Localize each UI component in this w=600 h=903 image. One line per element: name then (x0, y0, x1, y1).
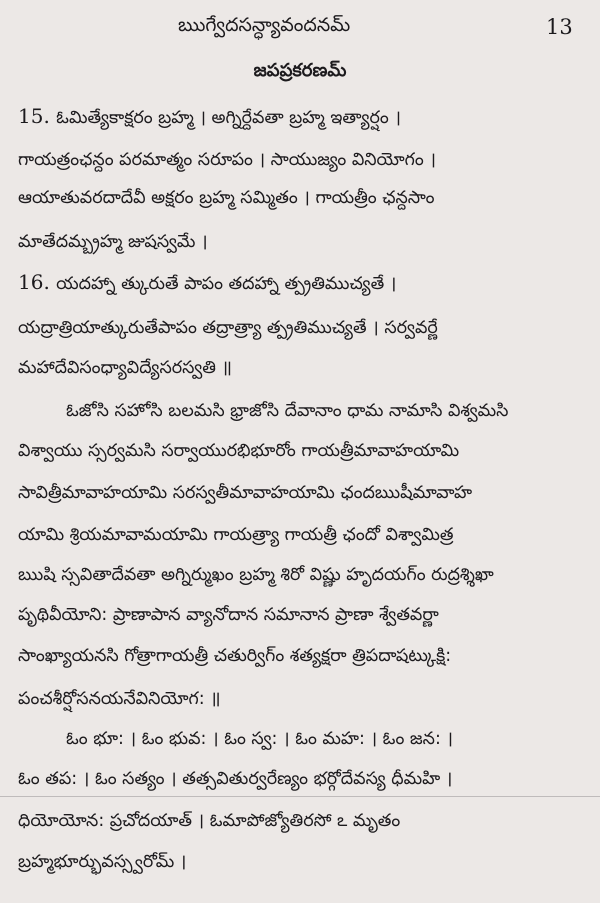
line-text: పృథివీయోని: ప్రాణాపాన వ్యానోదాన సమానాన ప్రాణా శ్వేతవర్ణా (18, 605, 439, 625)
line-text: పంచశీర్షోసనయనేవినియోగ: ॥ (18, 689, 221, 709)
verse-number: 15. (18, 104, 57, 128)
text-line (18, 186, 435, 210)
line-text: విశ్వాయు స్సర్వమసి సర్వాయురభిభూరోం గాయత్రీమావాహయామి (18, 441, 460, 461)
text-line (18, 809, 400, 833)
faint-divider (0, 796, 600, 797)
verse-number: 16. (18, 270, 57, 294)
line-text: ఆయాతువరదాదేవీ అక్షరం బ్రహ్మ సమ్మితం । గాయత్రీం ఛన్దసాం (18, 188, 435, 208)
text-line (18, 148, 436, 172)
text-line (18, 563, 494, 587)
page-number: 13 (546, 15, 573, 39)
line-text: ఓమిత్యేకాక్షరం బ్రహ్మ । అగ్నిర్దేవతా బ్రహ్మ ఇత్యార్షం । (56, 108, 401, 128)
line-text: బ్రహ్మభూర్భువస్స్వరోమ్ । (18, 852, 187, 872)
text-line (18, 230, 208, 254)
text-line (18, 270, 396, 296)
line-text: ఋషి స్సవితాదేవతా అగ్నిర్ముఖం బ్రహ్మ శిరో విష్ణు హృదయగ్ం రుద్రశ్శిఖా (18, 565, 494, 585)
section-heading: జపప్రకరణమ్ (253, 60, 347, 81)
line-text: యద్రాత్రియాత్కురుతేపాపం తద్రాత్ర్యా త్ప్రతిముచ్యతే । సర్వవర్ణే (18, 318, 438, 338)
line-text: గాయత్రంఛన్దం పరమాత్మం సరూపం । సాయుజ్యం వినియోగం । (18, 150, 436, 170)
running-title: ఋగ్వేదసన్ధ్యావందనమ్ (178, 14, 351, 36)
line-text: ధియోయోన: ప్రచోదయాత్ । ఓమాపోజ్యోతిరసో ఽ మృతం (18, 811, 401, 831)
text-line (18, 439, 459, 463)
text-line (18, 687, 221, 711)
page-header (0, 14, 600, 44)
line-text: ఓజోసి సహోసి బలమసి భ్రాజోసి దేవానాం ధామ నామాసి విశ్వమసి (66, 401, 509, 421)
line-text: మహాదేవిసంధ్యావిద్యేసరస్వతి ॥ (18, 358, 232, 378)
line-text: యామి శ్రియమావామయామి గాయత్ర్యా గాయత్రీ ఛందో విశ్వామిత్ర (18, 525, 454, 545)
line-text: యదహ్నా త్కురుతే పాపం తదహ్నా త్ప్రతిముచ్యతే । (56, 274, 397, 294)
text-line (18, 850, 186, 874)
line-text: మాతేదమ్బ్రహ్మ జుషస్వమే । (18, 232, 208, 252)
line-text: ఓం తప: । ఓం సత్యం । తత్సవితుర్వరేణ్యం భర్గోదేవస్య ధీమహి । (18, 769, 453, 789)
text-line (18, 316, 438, 340)
text-line (18, 767, 452, 791)
line-text: ఓం భూ: । ఓం భువ: । ఓం స్వ: । ఓం మహ: । ఓం జన: । (66, 729, 454, 749)
text-line (18, 356, 232, 380)
line-text: సాంఖ్యాయనసి గోత్రాగాయత్రీ చతుర్విగ్ం శత్యక్షరా త్రిపదాషట్కుక్షి: (18, 646, 452, 666)
text-line (18, 104, 401, 130)
text-line (18, 523, 454, 547)
text-line (18, 644, 451, 668)
text-line (66, 727, 453, 751)
line-text: సావిత్రీమావాహయామి సరస్వతీమావాహయామి ఛందఋషీమావాహ (18, 483, 473, 503)
text-line (18, 481, 472, 505)
text-line (66, 399, 508, 423)
text-line (18, 603, 439, 627)
